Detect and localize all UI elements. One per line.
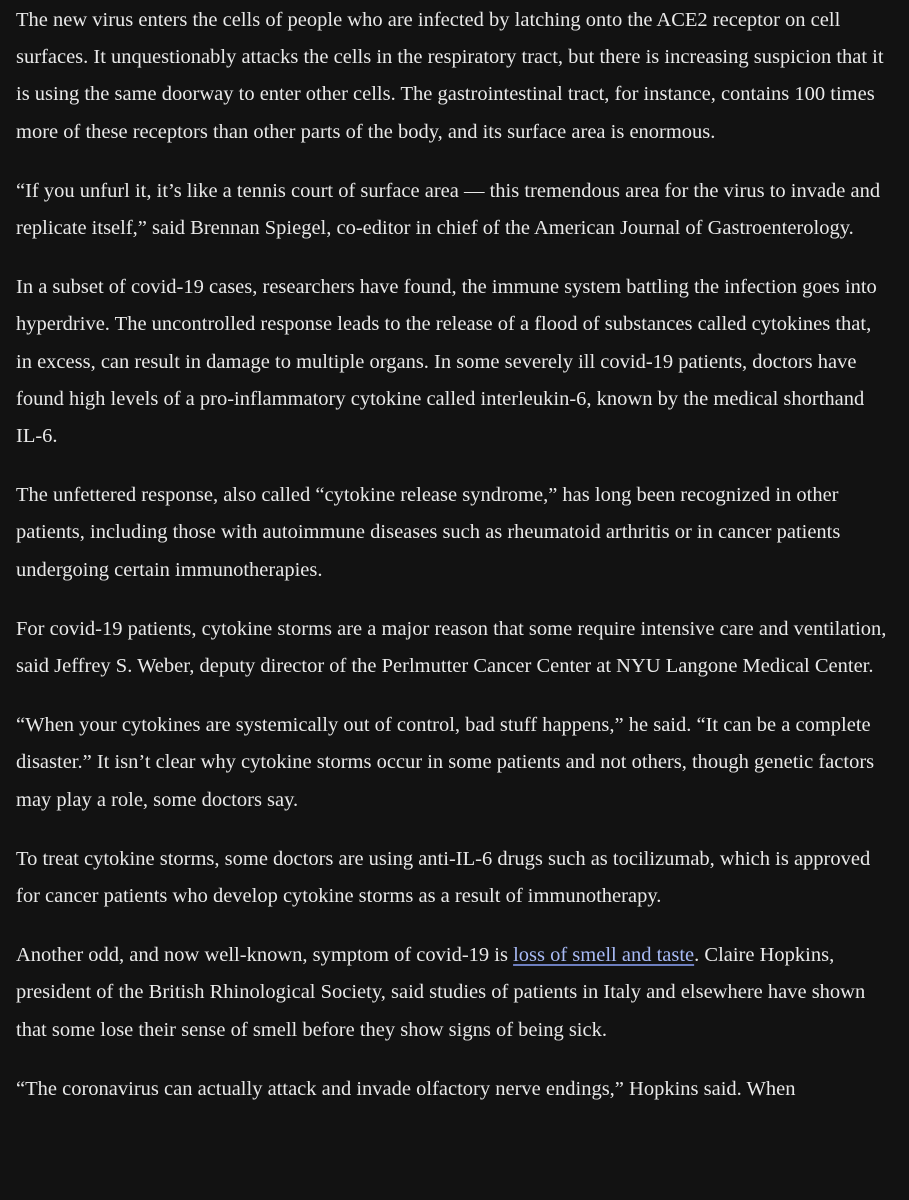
loss-of-smell-and-taste-link[interactable]: loss of smell and taste — [513, 944, 695, 967]
paragraph-weber: For covid-19 patients, cytokine storms are a major reason that some require intensive care and ventilation, said Jeffrey S. Weber, deputy director of the Perlmutter Cancer Center at NYU Langone Medical Center. — [16, 617, 887, 678]
paragraph-weber-quote: “When your cytokines are systemically out of control, bad stuff happens,” he said. “It can be a complete disaster.” It isn’t clear why cytokine storms occur in some patients and not others, though genetic factors may play a role, some doctors say. — [16, 714, 875, 811]
paragraph-hopkins-quote: “The coronavirus can actually attack and invade olfactory nerve endings,” Hopkins said. When — [16, 1077, 796, 1100]
paragraph-cytokines: In a subset of covid-19 cases, researchers have found, the immune system battling the infection goes into hyperdrive. The uncontrolled response leads to the release of a flood of substances called cytokines that, in excess, can result in damage to multiple organs. In some severely ill covid-19 patients, doctors have found high levels of a pro-inflammatory cytokine called interleukin-6, known by the medical shorthand IL-6. — [16, 276, 877, 448]
smell-taste-text-after: . Claire Hopkins, president of the British Rhinological Society, said studies of patients in Italy and elsewhere have shown that some lose their sense of smell before they show signs of being sick. — [16, 944, 866, 1041]
paragraph-ace2-receptor: The new virus enters the cells of people who are infected by latching onto the ACE2 receptor on cell surfaces. It unquestionably attacks the cells in the respiratory tract, but there is increasing suspicion that it is using the same doorway to enter other cells. The gastrointestinal tract, for instance, contains 100 times more of these receptors than other parts of the body, and its surface area is enormous. — [16, 9, 884, 143]
paragraph-smell-taste — [16, 937, 888, 1049]
paragraph-tocilizumab: To treat cytokine storms, some doctors are using anti-IL-6 drugs such as tocilizumab, which is approved for cancer patients who develop cytokine storms as a result of immunotherapy. — [16, 847, 871, 908]
paragraph-spiegel-quote: “If you unfurl it, it’s like a tennis court of surface area — this tremendous area for the virus to invade and replicate itself,” said Brennan Spiegel, co-editor in chief of the American Journal of Gastroenterology. — [16, 179, 881, 240]
smell-taste-text-before: Another odd, and now well-known, symptom of covid-19 is — [16, 944, 514, 967]
article-body — [16, 2, 888, 1130]
paragraph-cytokine-release-syndrome: The unfettered response, also called “cytokine release syndrome,” has long been recognized in other patients, including those with autoimmune diseases such as rheumatoid arthritis or in cancer patients undergoing certain immunotherapies. — [16, 484, 841, 581]
